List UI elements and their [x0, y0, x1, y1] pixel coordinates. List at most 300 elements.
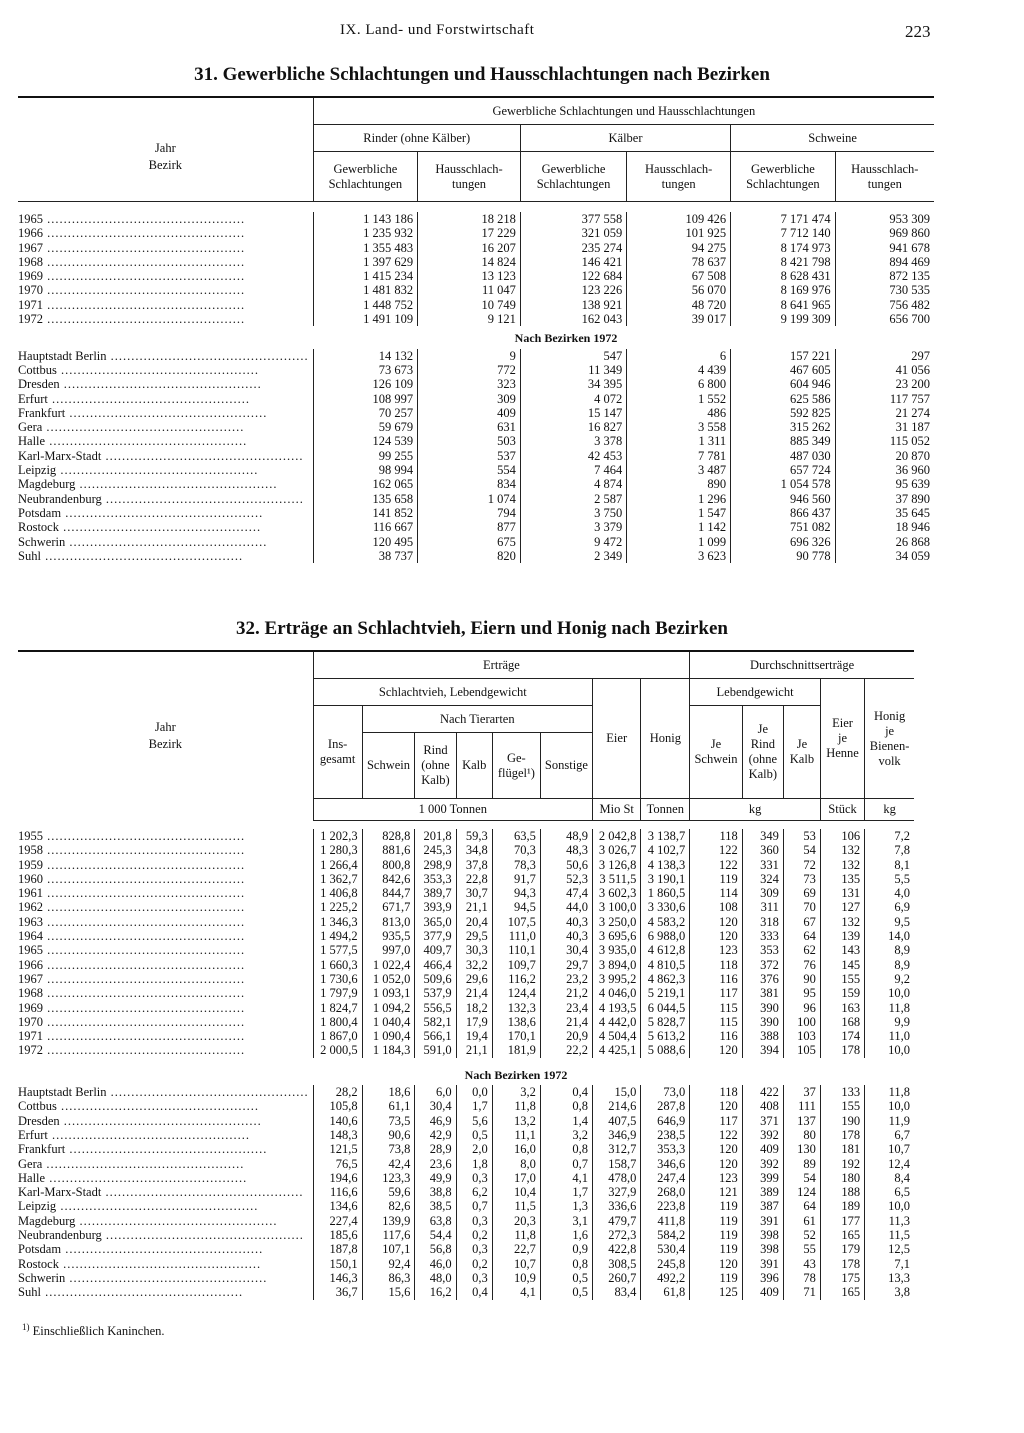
- row-label: Leipzig .....: [18, 463, 313, 477]
- table-cell: 333: [742, 929, 783, 943]
- table-cell: 115: [690, 1001, 743, 1015]
- table-cell: 1 797,9: [313, 986, 362, 1000]
- table-cell: 115 052: [835, 434, 934, 448]
- table-cell: 38,8: [415, 1185, 456, 1199]
- table-cell: 28,9: [415, 1142, 456, 1156]
- table-cell: 78: [783, 1271, 820, 1285]
- table-cell: 245,8: [641, 1257, 690, 1271]
- table-cell: 111: [783, 1099, 820, 1113]
- row-label: Hauptstadt Berlin .....: [18, 349, 313, 363]
- table-row: [18, 986, 914, 1000]
- table-cell: 1 860,5: [641, 886, 690, 900]
- table-row: [18, 377, 934, 391]
- table-cell: 145: [820, 958, 864, 972]
- table-cell: 15,0: [592, 1085, 640, 1099]
- table-cell: 133: [820, 1085, 864, 1099]
- table-row: [18, 958, 914, 972]
- table-cell: 53: [783, 829, 820, 843]
- table-cell: 106: [820, 829, 864, 843]
- table-cell: 132: [820, 915, 864, 929]
- table-cell: 46,0: [415, 1257, 456, 1271]
- table-cell: 1 094,2: [362, 1001, 415, 1015]
- table-cell: 318: [742, 915, 783, 929]
- table-cell: 287,8: [641, 1099, 690, 1113]
- table-cell: 3,8: [865, 1285, 914, 1299]
- table-cell: 37 890: [835, 492, 934, 506]
- table-cell: 866 437: [731, 506, 835, 520]
- table-cell: 1,3: [540, 1199, 592, 1213]
- table-cell: 116: [690, 972, 743, 986]
- table-cell: 696 326: [731, 535, 835, 549]
- row-label: 1960 .....: [18, 872, 313, 886]
- table-cell: 530,4: [641, 1242, 690, 1256]
- table-cell: 70: [783, 900, 820, 914]
- col-honig: Honig: [641, 679, 690, 799]
- table-31-districts: [18, 349, 934, 563]
- table-cell: 119: [690, 1242, 743, 1256]
- table-cell: 309: [742, 886, 783, 900]
- row-label: Suhl .....: [18, 1285, 313, 1299]
- table-cell: 5,6: [456, 1114, 492, 1128]
- table-cell: 3 379: [520, 520, 626, 534]
- table-cell: 422: [742, 1085, 783, 1099]
- table-cell: 820: [418, 549, 521, 563]
- table-cell: 390: [742, 1001, 783, 1015]
- table-cell: 94 275: [627, 241, 731, 255]
- table-cell: 22,2: [540, 1043, 592, 1057]
- table-32-title: 32. Erträge an Schlachtvieh, Eiern und Honig nach Bezirken: [236, 618, 728, 639]
- row-label: 1967 .....: [18, 972, 313, 986]
- table-row: [18, 1085, 914, 1099]
- table-cell: 23,6: [415, 1157, 456, 1171]
- table-cell: 409: [418, 406, 521, 420]
- table-cell: 509,6: [415, 972, 456, 986]
- table-cell: 1 867,0: [313, 1029, 362, 1043]
- table-cell: 272,3: [592, 1228, 640, 1242]
- table-row: [18, 477, 934, 491]
- table-cell: 40,3: [540, 929, 592, 943]
- table-cell: 4 193,5: [592, 1001, 640, 1015]
- table-row: [18, 241, 934, 255]
- table-cell: 73: [783, 872, 820, 886]
- table-cell: 117,6: [362, 1228, 415, 1242]
- table-cell: 4,0: [865, 886, 914, 900]
- table-cell: 392: [742, 1128, 783, 1142]
- table-cell: 101 925: [627, 226, 731, 240]
- table-cell: 408: [742, 1099, 783, 1113]
- table-row: [18, 1199, 914, 1213]
- table-cell: 6 800: [627, 377, 731, 391]
- table-row: [18, 255, 934, 269]
- table-cell: 1,7: [456, 1099, 492, 1113]
- table-cell: 72: [783, 858, 820, 872]
- table-cell: 1 494,2: [313, 929, 362, 943]
- table-cell: 3 935,0: [592, 943, 640, 957]
- table-row: [18, 872, 914, 886]
- section-title: IX. Land- und Forstwirtschaft: [340, 22, 535, 38]
- table-cell: 398: [742, 1242, 783, 1256]
- table-cell: 7 171 474: [731, 212, 835, 226]
- table-cell: 123: [690, 943, 743, 957]
- table-cell: 537: [418, 449, 521, 463]
- running-head: [0, 22, 1024, 46]
- table-cell: 117: [690, 986, 743, 1000]
- col-header: Hausschlach- tungen: [627, 152, 731, 202]
- stub-header: Jahr Bezirk: [148, 720, 182, 752]
- durchschnitt-header: Durchschnittserträge: [690, 651, 914, 679]
- table-cell: 1 184,3: [362, 1043, 415, 1057]
- table-cell: 3 750: [520, 506, 626, 520]
- table-row: [18, 212, 934, 226]
- table-cell: 49,9: [415, 1171, 456, 1185]
- table-row: [18, 506, 934, 520]
- table-cell: 165: [820, 1228, 864, 1242]
- table-cell: 8 421 798: [731, 255, 835, 269]
- table-cell: 70,3: [492, 843, 540, 857]
- table-cell: 5,5: [865, 872, 914, 886]
- table-cell: 120 495: [313, 535, 417, 549]
- table-cell: 73,0: [641, 1085, 690, 1099]
- table-cell: 3 511,5: [592, 872, 640, 886]
- table-cell: 4 583,2: [641, 915, 690, 929]
- table-cell: 61: [783, 1214, 820, 1228]
- row-label: Schwerin .....: [18, 1271, 313, 1285]
- row-label: 1962 .....: [18, 900, 313, 914]
- table-cell: 20,4: [456, 915, 492, 929]
- table-cell: 537,9: [415, 986, 456, 1000]
- table-cell: 389,7: [415, 886, 456, 900]
- table-cell: 78,3: [492, 858, 540, 872]
- table-cell: 0,3: [456, 1171, 492, 1185]
- table-cell: 16 207: [418, 241, 521, 255]
- table-cell: 138,6: [492, 1015, 540, 1029]
- table-row: [18, 1029, 914, 1043]
- table-cell: 188: [820, 1185, 864, 1199]
- table-cell: 5 828,7: [641, 1015, 690, 1029]
- table-cell: 37,8: [456, 858, 492, 872]
- col-header: Gewerbliche Schlachtungen: [520, 152, 626, 202]
- table-cell: 1 800,4: [313, 1015, 362, 1029]
- table-cell: 158,7: [592, 1157, 640, 1171]
- table-cell: 3 126,8: [592, 858, 640, 872]
- table-cell: 124,4: [492, 986, 540, 1000]
- table-cell: 143: [820, 943, 864, 957]
- table-cell: 604 946: [731, 377, 835, 391]
- table-cell: 1 397 629: [313, 255, 417, 269]
- table-cell: 566,1: [415, 1029, 456, 1043]
- row-label: 1958 .....: [18, 843, 313, 857]
- table-cell: 4,1: [492, 1285, 540, 1299]
- table-cell: 656 700: [835, 312, 934, 326]
- table-cell: 6,2: [456, 1185, 492, 1199]
- group-header: Gewerbliche Schlachtungen und Hausschlachtungen: [313, 97, 934, 125]
- table-cell: 3 330,6: [641, 900, 690, 914]
- table-cell: 6,0: [415, 1085, 456, 1099]
- table-cell: 30,7: [456, 886, 492, 900]
- table-cell: 21,1: [456, 900, 492, 914]
- table-cell: 116,6: [313, 1185, 362, 1199]
- table-cell: 409: [742, 1285, 783, 1299]
- table-cell: 115: [690, 1015, 743, 1029]
- table-cell: 591,0: [415, 1043, 456, 1057]
- row-label: 1961 .....: [18, 886, 313, 900]
- table-cell: 297: [835, 349, 934, 363]
- row-label: Suhl .....: [18, 549, 313, 563]
- table-cell: 625 586: [731, 392, 835, 406]
- table-cell: 3,2: [540, 1128, 592, 1142]
- table-cell: 842,6: [362, 872, 415, 886]
- table-cell: 78 637: [627, 255, 731, 269]
- table-cell: 122: [690, 1128, 743, 1142]
- row-label: 1971 .....: [18, 1029, 313, 1043]
- col-header: Hausschlach- tungen: [418, 152, 521, 202]
- table-cell: 409,7: [415, 943, 456, 957]
- table-cell: 187,8: [313, 1242, 362, 1256]
- table-cell: 98 994: [313, 463, 417, 477]
- table-cell: 71: [783, 1285, 820, 1299]
- table-cell: 56,8: [415, 1242, 456, 1256]
- table-row: [18, 1099, 914, 1113]
- table-cell: 407,5: [592, 1114, 640, 1128]
- table-row: [18, 1185, 914, 1199]
- table-cell: 2,0: [456, 1142, 492, 1156]
- table-cell: 1 355 483: [313, 241, 417, 255]
- table-cell: 117 757: [835, 392, 934, 406]
- table-cell: 346,6: [641, 1157, 690, 1171]
- table-cell: 391: [742, 1257, 783, 1271]
- table-row: [18, 858, 914, 872]
- table-cell: 0,5: [456, 1128, 492, 1142]
- row-label: Cottbus .....: [18, 1099, 313, 1113]
- table-cell: 1 730,6: [313, 972, 362, 986]
- row-label: Potsdam .....: [18, 1242, 313, 1256]
- table-cell: 323: [418, 377, 521, 391]
- row-label: Karl-Marx-Stadt .....: [18, 1185, 313, 1199]
- table-cell: 135: [820, 872, 864, 886]
- ertraege-header: Erträge: [313, 651, 690, 679]
- table-cell: 6,5: [865, 1185, 914, 1199]
- table-cell: 138 921: [520, 298, 626, 312]
- table-row: [18, 535, 934, 549]
- row-label: 1972 .....: [18, 312, 313, 326]
- table-cell: 671,7: [362, 900, 415, 914]
- table-row: [18, 829, 914, 843]
- table-cell: 227,4: [313, 1214, 362, 1228]
- table-row: [18, 226, 934, 240]
- table-cell: 18,2: [456, 1001, 492, 1015]
- table-cell: 94,3: [492, 886, 540, 900]
- table-row: [18, 1015, 914, 1029]
- table-cell: 0,8: [540, 1099, 592, 1113]
- table-cell: 7,8: [865, 843, 914, 857]
- table-cell: 247,4: [641, 1171, 690, 1185]
- table-cell: 190: [820, 1114, 864, 1128]
- table-cell: 14,0: [865, 929, 914, 943]
- row-label: Rostock .....: [18, 520, 313, 534]
- table-cell: 178: [820, 1257, 864, 1271]
- table-cell: 3 250,0: [592, 915, 640, 929]
- table-cell: 377 558: [520, 212, 626, 226]
- table-row: [18, 1171, 914, 1185]
- table-cell: 592 825: [731, 406, 835, 420]
- table-cell: 141 852: [313, 506, 417, 520]
- table-cell: 3 100,0: [592, 900, 640, 914]
- footnote: [22, 1322, 165, 1339]
- table-cell: 327,9: [592, 1185, 640, 1199]
- table-cell: 181: [820, 1142, 864, 1156]
- table-cell: 3 695,6: [592, 929, 640, 943]
- row-label: 1972 .....: [18, 1043, 313, 1057]
- table-cell: 7,2: [865, 829, 914, 843]
- table-row: [18, 392, 934, 406]
- table-cell: 772: [418, 363, 521, 377]
- table-cell: 23,4: [540, 1001, 592, 1015]
- table-cell: 486: [627, 406, 731, 420]
- table-cell: 4 874: [520, 477, 626, 491]
- table-cell: 1 481 832: [313, 283, 417, 297]
- table-row: [18, 1285, 914, 1299]
- table-cell: 31 187: [835, 420, 934, 434]
- table-cell: 376: [742, 972, 783, 986]
- table-cell: 478,0: [592, 1171, 640, 1185]
- table-cell: 3 623: [627, 549, 731, 563]
- table-cell: 18 946: [835, 520, 934, 534]
- table-cell: 1 415 234: [313, 269, 417, 283]
- table-31: [18, 96, 934, 563]
- table-cell: 116: [690, 1029, 743, 1043]
- col-rind: Rind (ohne Kalb): [415, 733, 456, 799]
- table-cell: 120: [690, 915, 743, 929]
- district-heading: Nach Bezirken 1972: [514, 331, 618, 346]
- table-cell: 37: [783, 1085, 820, 1099]
- table-row: [18, 1114, 914, 1128]
- table-row: [18, 520, 934, 534]
- table-cell: 38 737: [313, 549, 417, 563]
- table-row: [18, 1043, 914, 1057]
- table-cell: 23 200: [835, 377, 934, 391]
- table-cell: 11,8: [492, 1228, 540, 1242]
- table-cell: 8,0: [492, 1157, 540, 1171]
- table-cell: 21,4: [540, 1015, 592, 1029]
- table-cell: 36,7: [313, 1285, 362, 1299]
- table-cell: 308,5: [592, 1257, 640, 1271]
- table-cell: 41 056: [835, 363, 934, 377]
- table-cell: 828,8: [362, 829, 415, 843]
- table-cell: 1 202,3: [313, 829, 362, 843]
- table-cell: 8,4: [865, 1171, 914, 1185]
- table-cell: 105,8: [313, 1099, 362, 1113]
- table-cell: 7,1: [865, 1257, 914, 1271]
- table-cell: 1 040,4: [362, 1015, 415, 1029]
- table-cell: 371: [742, 1114, 783, 1128]
- row-label: Magdeburg .....: [18, 1214, 313, 1228]
- table-cell: 110,1: [492, 943, 540, 957]
- table-cell: 1,8: [456, 1157, 492, 1171]
- footnote-text: Einschließlich Kaninchen.: [32, 1324, 165, 1339]
- table-cell: 132: [820, 858, 864, 872]
- table-cell: 76: [783, 958, 820, 972]
- table-cell: 18 218: [418, 212, 521, 226]
- table-cell: 3 558: [627, 420, 731, 434]
- table-cell: 59,6: [362, 1185, 415, 1199]
- schweine-header: Schweine: [731, 125, 934, 152]
- table-cell: 3 487: [627, 463, 731, 477]
- table-cell: 1,7: [540, 1185, 592, 1199]
- row-label: Gera .....: [18, 420, 313, 434]
- table-32: [18, 650, 914, 1300]
- table-cell: 137: [783, 1114, 820, 1128]
- row-label: 1969 .....: [18, 1001, 313, 1015]
- table-cell: 1,4: [540, 1114, 592, 1128]
- table-cell: 12,4: [865, 1157, 914, 1171]
- table-cell: 392: [742, 1157, 783, 1171]
- table-cell: 396: [742, 1271, 783, 1285]
- table-cell: 657 724: [731, 463, 835, 477]
- table-cell: 7 712 140: [731, 226, 835, 240]
- table-cell: 388: [742, 1029, 783, 1043]
- table-cell: 2 000,5: [313, 1043, 362, 1057]
- table-cell: 360: [742, 843, 783, 857]
- table-cell: 73,8: [362, 1142, 415, 1156]
- table-cell: 30,4: [540, 943, 592, 957]
- table-cell: 10,7: [865, 1142, 914, 1156]
- table-cell: 61,1: [362, 1099, 415, 1113]
- table-cell: 162 065: [313, 477, 417, 491]
- table-cell: 800,8: [362, 858, 415, 872]
- table-cell: 155: [820, 972, 864, 986]
- table-cell: 48,9: [540, 829, 592, 843]
- table-cell: 885 349: [731, 434, 835, 448]
- table-cell: 235 274: [520, 241, 626, 255]
- col-je-schwein: Je Schwein: [690, 706, 743, 799]
- table-cell: 120: [690, 1099, 743, 1113]
- table-cell: 4 138,3: [641, 858, 690, 872]
- table-cell: 15 147: [520, 406, 626, 420]
- row-label: 1966 .....: [18, 226, 313, 240]
- table-cell: 7 464: [520, 463, 626, 477]
- table-cell: 0,8: [540, 1142, 592, 1156]
- table-row: [18, 449, 934, 463]
- table-cell: 42 453: [520, 449, 626, 463]
- table-cell: 86,3: [362, 1271, 415, 1285]
- unit-tonnen: Tonnen: [641, 799, 690, 821]
- table-cell: 90 778: [731, 549, 835, 563]
- table-cell: 9: [418, 349, 521, 363]
- col-header: Hausschlach- tungen: [835, 152, 934, 202]
- table-row: [18, 915, 914, 929]
- row-label: Magdeburg .....: [18, 477, 313, 491]
- table-cell: 162 043: [520, 312, 626, 326]
- table-cell: 646,9: [641, 1114, 690, 1128]
- row-label: 1968 .....: [18, 255, 313, 269]
- col-header: Gewerbliche Schlachtungen: [731, 152, 835, 202]
- table-cell: 0,3: [456, 1214, 492, 1228]
- table-cell: 90: [783, 972, 820, 986]
- table-cell: 223,8: [641, 1199, 690, 1213]
- table-cell: 844,7: [362, 886, 415, 900]
- table-cell: 1 296: [627, 492, 731, 506]
- table-cell: 134,6: [313, 1199, 362, 1213]
- table-cell: 55: [783, 1242, 820, 1256]
- table-cell: 0,2: [456, 1228, 492, 1242]
- table-cell: 834: [418, 477, 521, 491]
- table-cell: 132: [820, 843, 864, 857]
- table-cell: 127: [820, 900, 864, 914]
- table-cell: 756 482: [835, 298, 934, 312]
- table-cell: 941 678: [835, 241, 934, 255]
- table-cell: 1 099: [627, 535, 731, 549]
- row-label: Dresden .....: [18, 1114, 313, 1128]
